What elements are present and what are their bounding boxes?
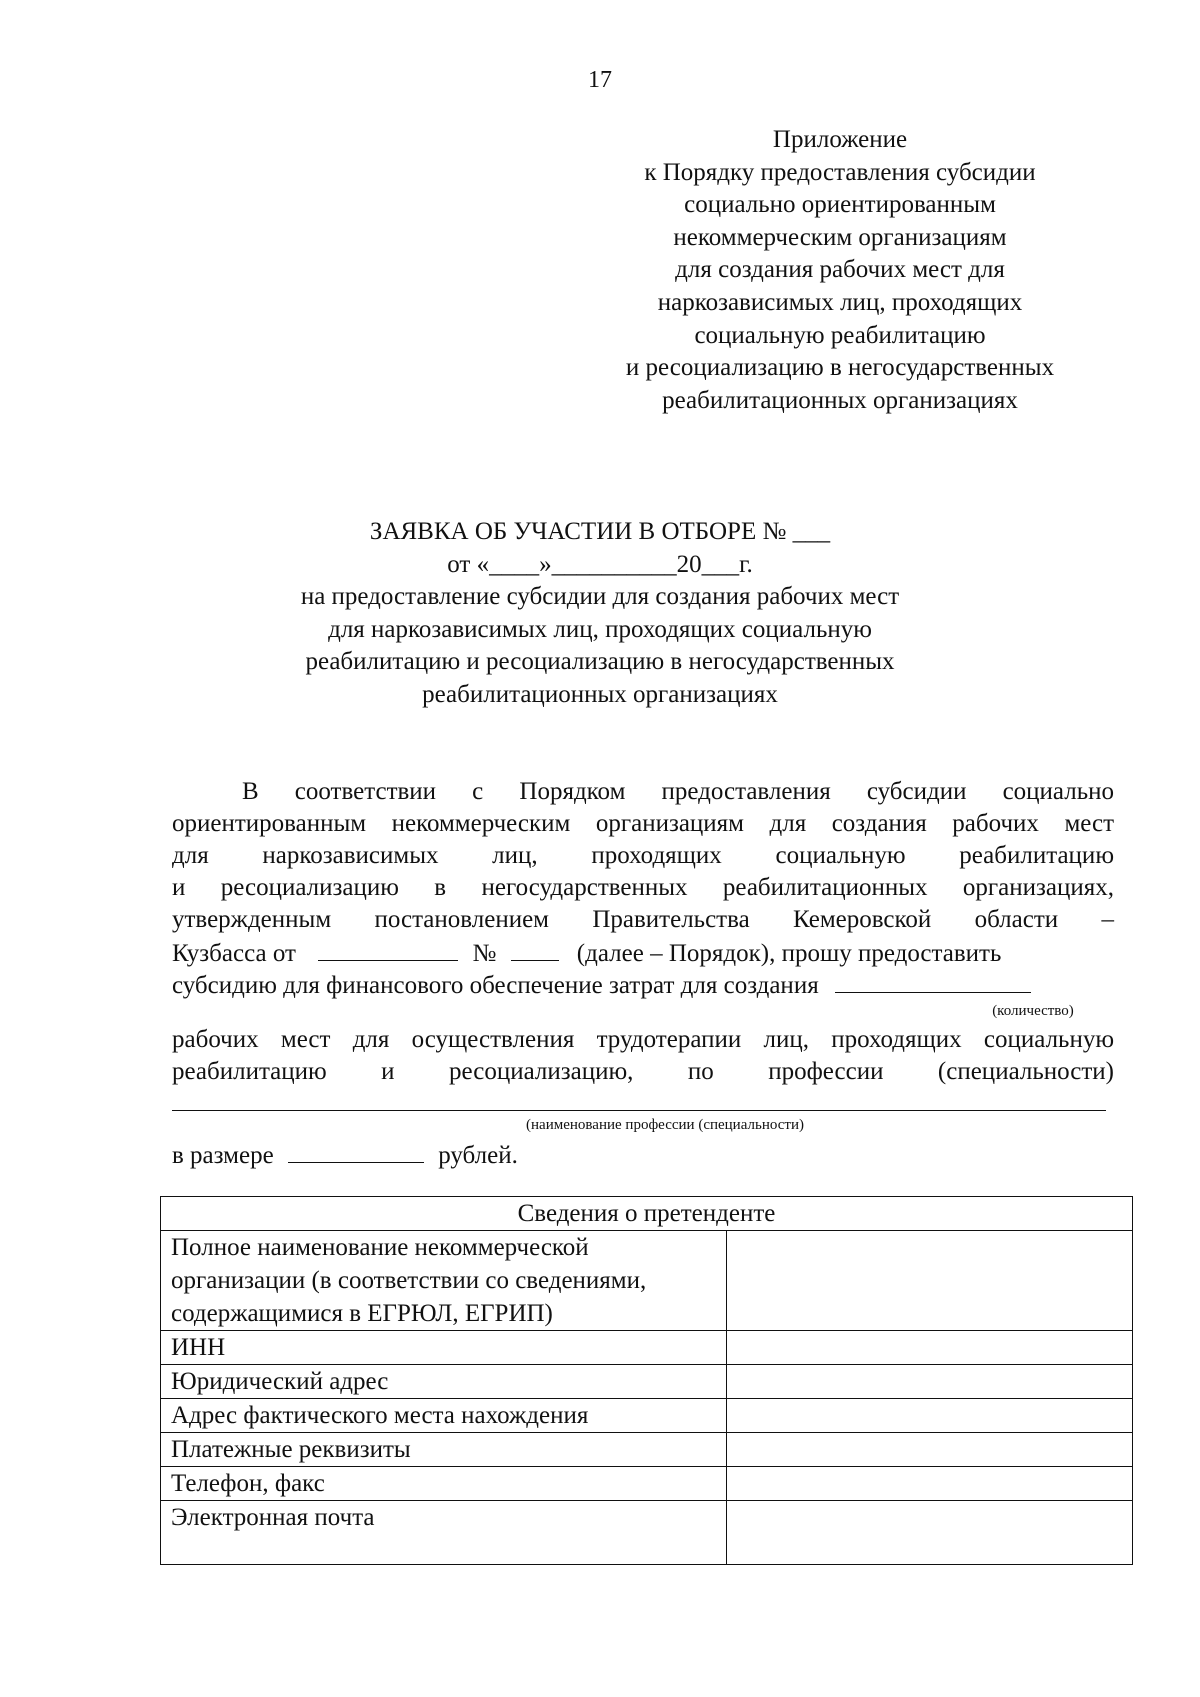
body-line: рабочих мест для осуществления трудотерапии лиц, проходящих социальную [172,1026,1114,1053]
text-fragment: (далее – Порядок), прошу предоставить [576,940,1002,967]
title-date-line: от «____»__________20___г. [447,550,753,578]
quantity-note: (количество) [992,1003,1074,1019]
row-label: Адрес фактического места нахождения [161,1399,727,1433]
row-value-cell[interactable] [727,1231,1133,1331]
body-line: ориентированным некоммерческим организациям для создания рабочих мест [172,810,1114,837]
body-line-with-blank [172,968,1114,1002]
row-value-cell[interactable] [727,1365,1133,1399]
amount-line [172,1138,1114,1172]
document-title [0,516,1200,712]
title-line: для наркозависимых лиц, проходящих социальную [328,615,872,643]
table-row [161,1467,1133,1501]
row-label: ИНН [161,1331,727,1365]
number-blank[interactable] [511,936,559,961]
appendix-line: для создания рабочих мест для [675,256,1005,284]
body-line: В соответствии с Порядком предоставления субсидии социально [242,778,1114,805]
row-label: Юридический адрес [161,1365,727,1399]
table-row [161,1331,1133,1365]
appendix-line: и ресоциализацию в негосударственных [625,354,1055,382]
text-fragment: Кузбасса от [172,940,296,967]
row-value-cell[interactable] [727,1331,1133,1365]
appendix-line: реабилитационных организациях [662,386,1018,414]
appendix-line: некоммерческим организациям [673,223,1007,251]
row-value-cell[interactable] [727,1467,1133,1501]
text-fragment: № [472,940,497,967]
appendix-line: социально ориентированным [684,191,996,219]
body-line: и ресоциализацию в негосударственных реабилитационных организациях, [172,874,1114,901]
row-label: Электронная почта [161,1501,727,1565]
body-line: для наркозависимых лиц, проходящих социальную реабилитацию [172,842,1114,869]
profession-blank-line[interactable] [172,1110,1106,1111]
text-fragment: субсидию для финансового обеспечение затрат для создания [172,972,819,999]
table-header-row [161,1197,1133,1231]
text-fragment: рублей. [438,1142,518,1169]
body-line: утвержденным постановлением Правительства Кемеровской области – [172,906,1114,933]
quantity-blank[interactable] [835,968,1031,993]
row-value-cell[interactable] [727,1433,1133,1467]
text-fragment: в размере [172,1142,274,1169]
row-value-cell[interactable] [727,1501,1133,1565]
table-row [161,1433,1133,1467]
title-line: реабилитационных организациях [422,680,778,708]
title-line: реабилитацию и ресоциализацию в негосударственных [305,648,895,676]
appendix-line: Приложение [772,126,908,153]
appendix-block [590,124,1090,417]
amount-blank[interactable] [288,1138,424,1163]
date-blank[interactable] [318,936,458,961]
appendix-line: к Порядку предоставления субсидии [644,158,1036,186]
row-value-cell[interactable] [727,1399,1133,1433]
title-line: на предоставление субсидии для создания рабочих мест [300,583,900,611]
table-row [161,1231,1133,1331]
applicant-info-table [160,1196,1133,1565]
body-line: реабилитацию и ресоциализацию, по профессии (специальности) [172,1058,1114,1085]
table-row [161,1365,1133,1399]
appendix-line: наркозависимых лиц, проходящих [657,288,1023,316]
profession-note: (наименование профессии (специальности) [526,1117,804,1133]
appendix-line: социальную реабилитацию [694,321,986,349]
page-number: 17 [588,67,612,93]
row-label: Полное наименование некоммерческой организации (в соответствии со сведениями, содержащимися в ЕГРЮЛ, ЕГРИП) [161,1231,727,1331]
row-label: Телефон, факс [161,1467,727,1501]
body-line-with-blanks [172,936,1114,970]
title-line: ЗАЯВКА ОБ УЧАСТИИ В ОТБОРЕ № ___ [369,518,831,545]
table-row [161,1501,1133,1565]
table-row [161,1399,1133,1433]
row-label: Платежные реквизиты [161,1433,727,1467]
table-header: Сведения о претенденте [161,1197,1133,1231]
